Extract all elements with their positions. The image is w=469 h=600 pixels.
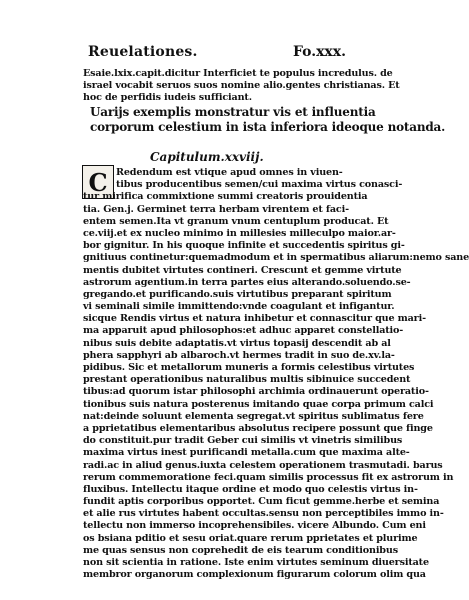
text-line: Redendum est vtique apud omnes in viuen- — [116, 167, 343, 178]
text-line: a pprietatibus elementaribus absolutus recipere possunt que finge — [83, 422, 433, 434]
text-line: fundit aptis corporibus opportet. Cum ficut gemme.herbe et semina — [83, 496, 440, 508]
text-line: do constituit.pur tradit Geber cui similis vt vinetris similibus — [83, 435, 403, 447]
heading-line: corporum celestium in ista inferiora ideoque notanda. — [90, 120, 446, 134]
text-line: gregando.et purificando.suis virtutibus preparant spiritum — [83, 288, 392, 300]
text-line: sicque Rendis virtus et natura inhibetur et connascitur que mari- — [83, 313, 426, 325]
text-line: gnitiuus continetur:quemadmodum et in spermatibus aliarum:nemo sane — [83, 252, 469, 264]
text-line: bor gignitur. In his quoque infinite et succedentis spiritus gi- — [83, 240, 405, 252]
running-title: Reuelationes. — [88, 44, 198, 60]
text-line: tia. Gen.j. Germinet terra herbam virentem et faci- — [83, 203, 349, 215]
text-line: fluxibus. Intellectu itaque ordine et modo quo celestis virtus in- — [83, 483, 418, 495]
text-line: phera sapphyri ab albaroch.vt hermes tradit in suo de.xv.la- — [83, 349, 395, 361]
text-line: non sit scientia in ratione. Iste enim virtutes seminum diuersitate — [83, 557, 429, 568]
initial-letter: C — [88, 167, 108, 197]
text-line: tibus producentibus semen/cui maxima virtus conasci- — [116, 179, 403, 191]
text-line: tellectu non immerso incoprehensibiles. vicere Albundo. Cum eni — [83, 520, 426, 532]
text-line: membror organorum complexionum figurarum colorum olim qua — [83, 569, 426, 581]
body-text — [83, 167, 469, 581]
text-line: radi.ac in aliud genus.iuxta celestem operationem trasmutadi. barus — [83, 459, 443, 471]
text-line: os bsiana pditio et sesu oriat.quare rerum pprietates et plurime — [83, 532, 418, 544]
text-line: mentis dubitet virtutes contineri. Crescunt et gemme virtute — [83, 264, 402, 276]
text-line: vi seminali simile immittendo:vnde coagulant et infigantur. — [83, 301, 395, 313]
page-header — [88, 44, 346, 60]
text-line: et alie rus virtutes habent occultas.sensu non perceptibiles immo in- — [83, 508, 444, 520]
text-line: prestant operationibus naturalibus multis sibinuice succedent — [83, 374, 411, 386]
text-line: hoc de perfidis iudeis sufficiant. — [83, 92, 252, 104]
text-line: ce.viij.et ex nucleo minimo in millesies milleculpo maior.ar- — [83, 227, 396, 239]
intro-paragraph — [83, 68, 400, 105]
chapter-heading — [90, 105, 446, 135]
text-line: pidibus. Sic et metallorum muneris a formis celestibus virtutes — [83, 362, 415, 373]
text-line: astrorum agentium.in terra partes eius alterando.soluendo.se- — [83, 276, 411, 288]
text-line: tibus:ad quorum istar philosophi archimia ordinauerunt operatio- — [83, 386, 429, 398]
text-line: nibus suis debite adaptatis.vt virtus topasij descendit ab al — [83, 337, 391, 349]
heading-line: Uarijs exemplis monstratur vis et influentia — [90, 105, 376, 119]
text-line: maxima virtus inest purificandi metalla.cum que maxima alte- — [83, 447, 410, 459]
text-line: Esaie.lxix.capit.dicitur Interficiet te populus incredulus. de — [83, 68, 393, 79]
chapter-number: Capitulum.xxviij. — [150, 150, 264, 164]
text-line: me quas sensus non coprehedit de eis tearum conditionibus — [83, 544, 398, 556]
folio-number: Fo.xxx. — [292, 44, 346, 60]
text-line: rerum commemoratione feci.quam similis processus fit ex astrorum in — [83, 471, 454, 483]
text-line: nat:deinde soluunt elementa segregat.vt spiritus sublimatus fere — [83, 410, 424, 422]
text-line: entem semen.Ita vt granum vnum centuplum producat. Et — [83, 215, 389, 227]
text-line: tionibus suis natura posterenus imitando quae corpa primum calci — [83, 398, 434, 410]
text-line: tur mirifica commixtione summi creatoris prouidentia — [83, 191, 368, 203]
text-line: israel vocabit seruos suos nomine alio.gentes christianas. Et — [83, 80, 400, 92]
text-line: ma apparuit apud philosophos:et adhuc apparet constellatio- — [83, 325, 404, 337]
